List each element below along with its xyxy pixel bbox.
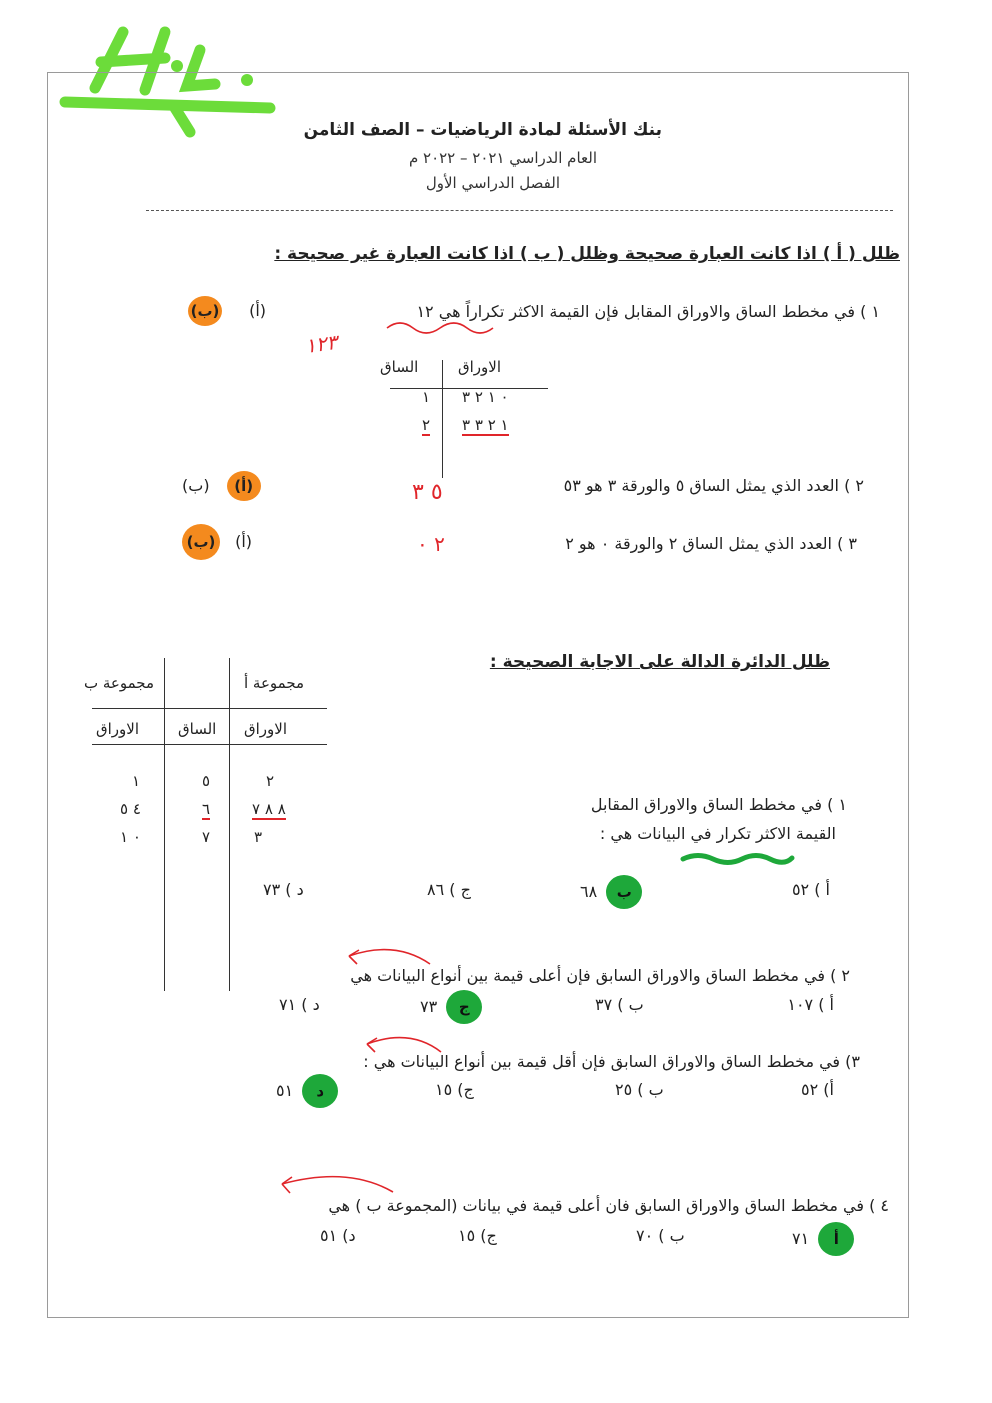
section1-heading: ظلل ( أ ) اذا كانت العبارة صحيحة وظلل ( ب ) اذا كانت العبارة غير صحيحة : — [274, 244, 900, 264]
academic-term: الفصل الدراسي الأول — [425, 174, 560, 192]
s1-question-1: ١ ) في مخطط الساق والاوراق المقابل فإن القيمة الاكثر تكراراً هي ١٢ — [416, 302, 880, 321]
q1-underline-mark — [385, 318, 495, 338]
t2-row3-stem: ٧ — [202, 828, 211, 846]
section2-heading: ظلل الدائرة الدالة على الاجابة الصحيحة : — [489, 652, 830, 672]
s2-q1-green-underline — [680, 850, 795, 868]
s2-q2-option-c-value: ٧٣ — [420, 997, 438, 1016]
s2-q2-option-a[interactable]: أ ) ١٠٧ — [787, 995, 834, 1014]
s2-q2-option-d[interactable]: د ) ٧١ — [279, 995, 320, 1014]
page-title: بنك الأسئلة لمادة الرياضيات – الصف الثامن — [303, 120, 662, 140]
table2-header-line — [92, 708, 327, 709]
s2-question-1-line2: القيمة الاكثر تكرار في البيانات هي : — [599, 824, 836, 843]
row2-leaves: ١ ٢ ٣ ٣ — [462, 416, 509, 434]
row2-stem: ٢ — [422, 416, 431, 434]
s2-q4-option-a-value: ٧١ — [792, 1229, 810, 1248]
col-header-stem: الساق — [380, 358, 419, 376]
t2-row1-stem: ٥ — [202, 772, 211, 790]
s2-q3-option-a[interactable]: أ) ٥٢ — [801, 1080, 834, 1099]
s1-q2-options — [182, 471, 261, 501]
s2-q3-option-d-selected[interactable]: د — [302, 1074, 338, 1108]
s2-q1-option-b-value: ٦٨ — [580, 882, 598, 901]
s1-q2-option-b[interactable]: (ب) — [182, 476, 210, 495]
s1-q3-options — [182, 524, 252, 560]
s1-q1-options — [188, 296, 266, 326]
s2-q2-option-c-selected[interactable]: ج — [446, 990, 482, 1024]
stem-leaf-table-2 — [84, 656, 329, 991]
s2-question-3: ٣) في مخطط الساق والاوراق السابق فإن أقل قيمة بين أنواع البيانات هي : — [363, 1052, 860, 1071]
s2-q4-option-a-group — [792, 1222, 854, 1256]
col-header-leaves: الاوراق — [458, 358, 502, 376]
s2-q1-option-b-group — [580, 875, 642, 909]
s1-question-2: ٢ ) العدد الذي يمثل الساق ٥ والورقة ٣ هو ٥٣ — [563, 476, 864, 495]
s2-question-1-line1: ١ ) في مخطط الساق والاوراق المقابل — [590, 795, 847, 814]
header-divider — [146, 210, 893, 211]
s2-q3-option-b[interactable]: ب ) ٢٥ — [615, 1080, 664, 1099]
t2-row3-leaves-a: ٣ — [254, 828, 263, 846]
s1-q2-option-a-selected[interactable]: (أ) — [227, 471, 261, 501]
s1-q3-option-b-selected[interactable]: (ب) — [182, 524, 220, 560]
t2-row1-leaves-a: ٢ — [266, 772, 275, 790]
group-a-label: مجموعة أ — [244, 674, 305, 692]
s2-q1-option-d[interactable]: د ) ٧٣ — [263, 880, 304, 899]
s2-q1-option-b-selected[interactable]: ب — [606, 875, 642, 909]
s1-q1-option-a[interactable]: (أ) — [249, 301, 267, 320]
s2-question-4: ٤ ) في مخطط الساق والاوراق السابق فان أعلى قيمة في بيانات (المجموعة ب ) هي — [328, 1196, 889, 1215]
t2-row2-stem: ٦ — [202, 800, 211, 818]
s1-q3-option-a[interactable]: (أ) — [235, 532, 253, 551]
s2-question-2: ٢ ) في مخطط الساق والاوراق السابق فإن أعلى قيمة بين أنواع البيانات هي — [350, 966, 850, 985]
table2-subheader-line — [92, 744, 327, 745]
s1-question-3: ٣ ) العدد الذي يمثل الساق ٢ والورقة ٠ هو ٢ — [565, 534, 857, 553]
col-leaves-b: الاوراق — [96, 720, 140, 738]
col-leaves-a: الاوراق — [244, 720, 288, 738]
t2-row2-leaves-b: ٤ ٥ — [120, 800, 141, 818]
table2-v-line-right — [229, 658, 230, 991]
s1-q1-handwritten-note: ١٢٣ — [303, 329, 339, 359]
stem-leaf-table-1 — [380, 358, 550, 478]
col-stem: الساق — [178, 720, 217, 738]
s2-q4-option-c[interactable]: ج) ١٥ — [458, 1226, 497, 1245]
s1-q2-handwritten-note: ٥ ٣ — [412, 480, 443, 505]
s1-q3-handwritten-note: ٢ ٠ — [417, 532, 445, 556]
t2-row3-leaves-b: ٠ ١ — [120, 828, 141, 846]
t2-row2-leaves-a: ٨ ٨ ٧ — [252, 800, 286, 818]
academic-year: العام الدراسي ٢٠٢١ – ٢٠٢٢ م — [408, 149, 597, 167]
s2-q1-option-a[interactable]: أ ) ٥٢ — [791, 880, 830, 899]
s2-q4-option-b[interactable]: ب ) ٧٠ — [636, 1226, 685, 1245]
s2-q3-option-d-group — [276, 1074, 338, 1108]
s2-q4-option-a-selected[interactable]: أ — [818, 1222, 854, 1256]
group-b-label: مجموعة ب — [84, 674, 155, 692]
row1-stem: ١ — [422, 388, 431, 406]
s1-q1-option-b-selected[interactable]: (ب) — [188, 296, 222, 326]
t2-row1-leaves-b: ١ — [132, 772, 141, 790]
s2-q4-option-d[interactable]: د) ٥١ — [320, 1226, 356, 1245]
s2-q1-option-c[interactable]: ج ) ٨٦ — [427, 880, 471, 899]
s2-q2-option-b[interactable]: ب ) ٣٧ — [595, 995, 644, 1014]
row1-leaves: ٠ ١ ٢ ٣ — [462, 388, 509, 406]
s2-q2-option-c-group — [420, 990, 482, 1024]
s2-q3-option-c[interactable]: ج) ١٥ — [435, 1080, 474, 1099]
table2-v-line-left — [164, 658, 165, 991]
table-v-line — [442, 360, 443, 478]
s2-q3-option-d-value: ٥١ — [276, 1081, 294, 1100]
